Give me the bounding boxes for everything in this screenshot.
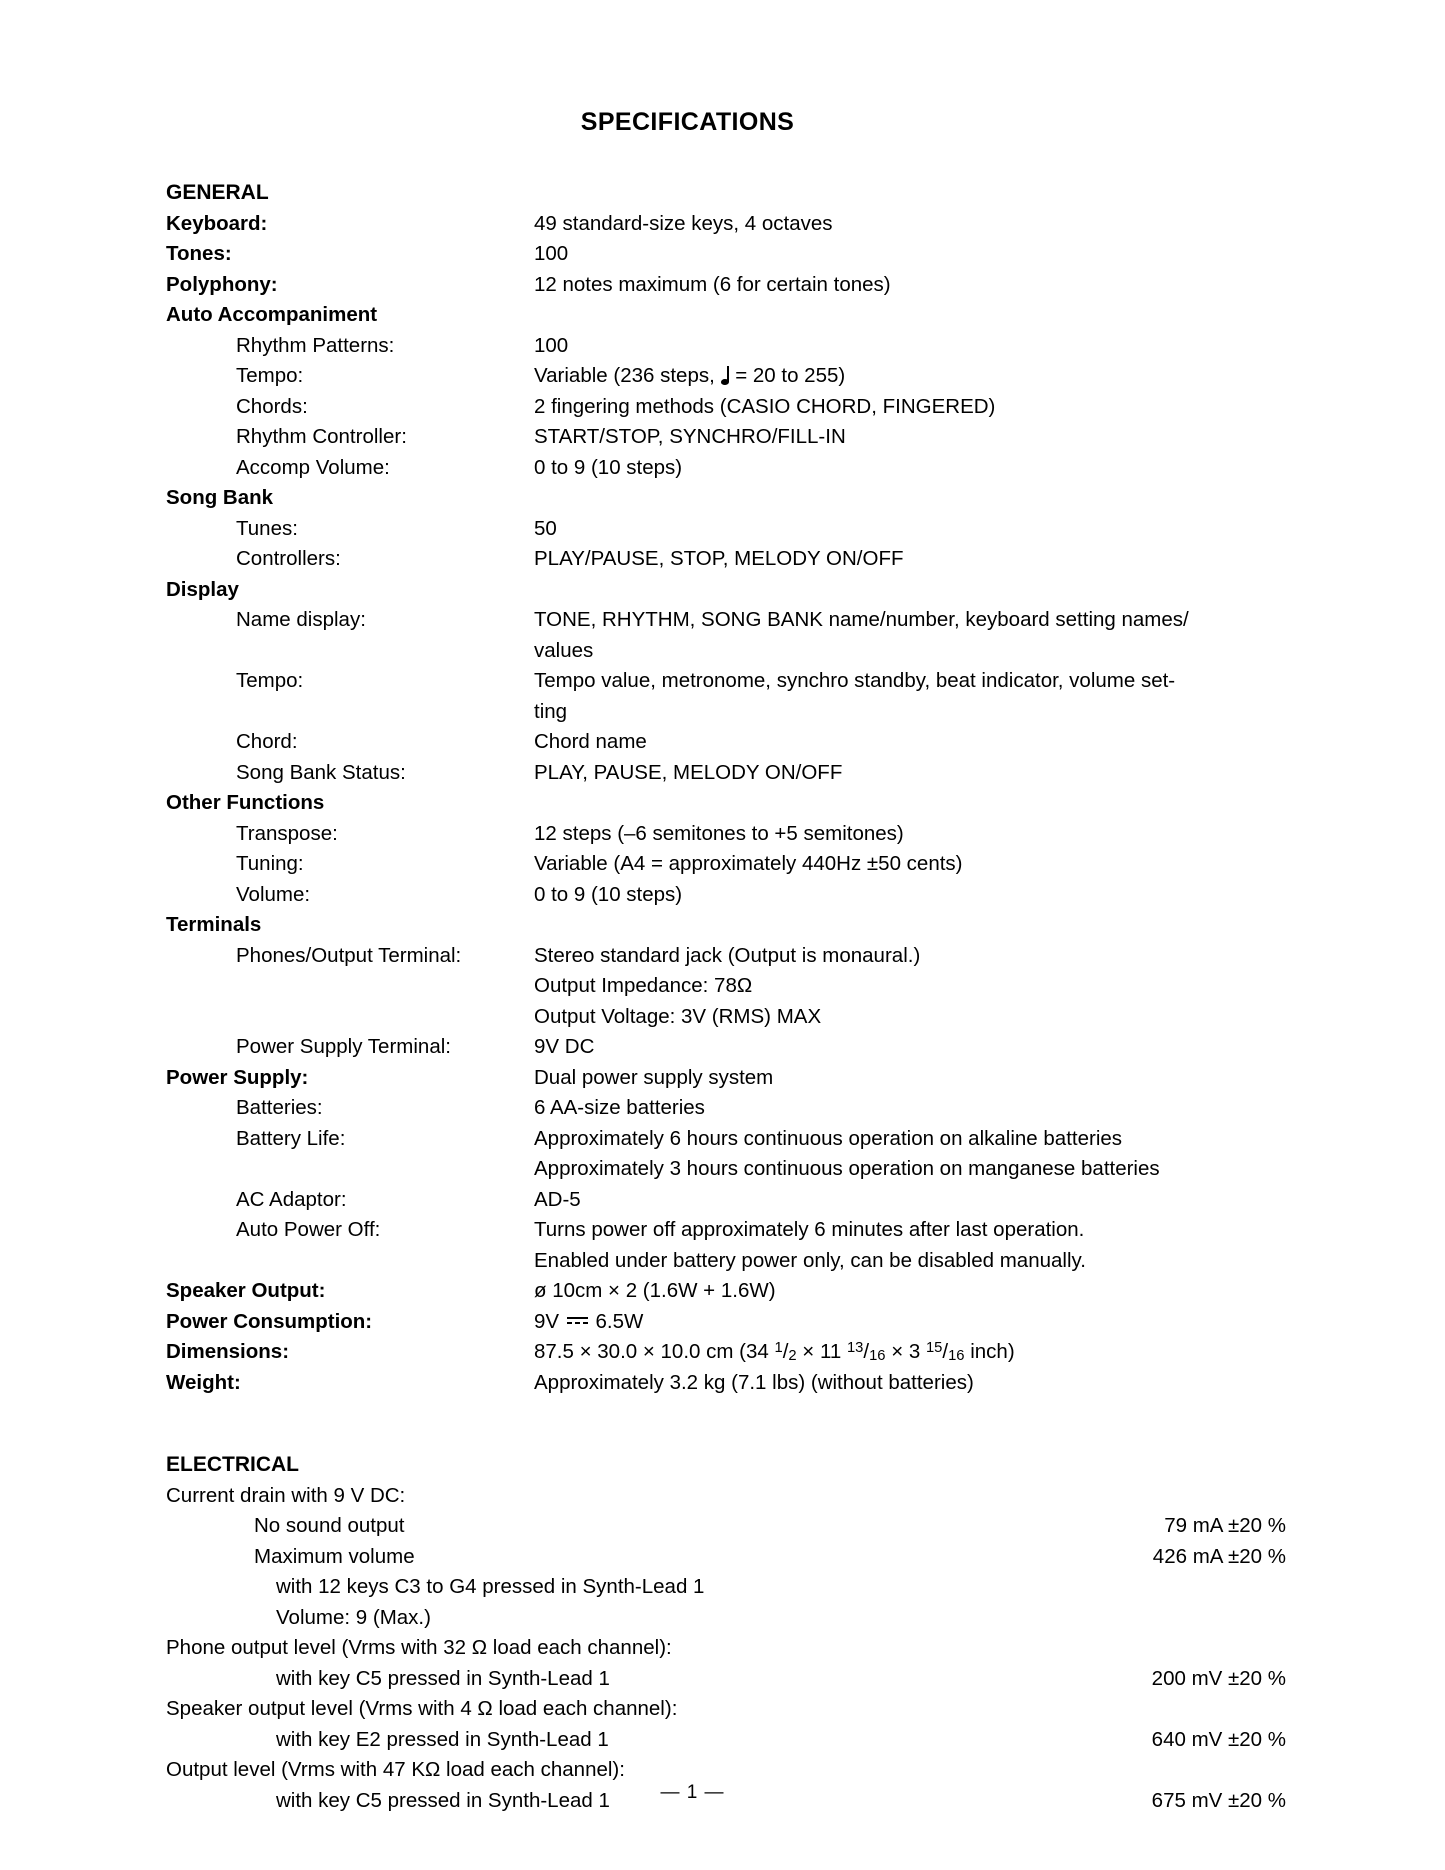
electrical-label-output-level: Output level (Vrms with 47 KΩ load each channel): — [166, 1758, 625, 1781]
spec-row-accomp-volume — [166, 453, 1286, 484]
group-heading-auto-accompaniment: Auto Accompaniment — [166, 303, 378, 326]
electrical-label-current-drain: Current drain with 9 V DC: — [166, 1483, 406, 1507]
spec-label-volume: Volume: — [236, 882, 311, 906]
electrical-value-output-key-c5: 675 mV ±20 % — [1151, 1788, 1286, 1812]
dimensions-frac1-numerator: 1 — [774, 1339, 783, 1356]
spec-row-phones-output-terminal — [166, 941, 1286, 972]
spec-label-keyboard: Keyboard: — [166, 211, 268, 235]
electrical-row-phone-output-level — [166, 1633, 1286, 1664]
electrical-value-speaker-key-e2: 640 mV ±20 % — [1151, 1727, 1286, 1751]
dimensions-frac3-slash: / — [942, 1340, 949, 1363]
dimensions-frac2-denominator: 16 — [869, 1347, 886, 1364]
spec-label-display-tempo: Tempo: — [236, 669, 304, 692]
spec-value-name-display: TONE, RHYTHM, SONG BANK name/number, keyboard setting names/ — [534, 608, 1189, 631]
spec-label-battery-life: Battery Life: — [236, 1126, 346, 1150]
spec-row-name-display — [166, 605, 1286, 636]
spec-row-tuning — [166, 849, 1286, 880]
spec-label-polyphony: Polyphony: — [166, 272, 278, 296]
electrical-value-no-sound-output: 79 mA ±20 % — [1164, 1514, 1286, 1537]
spec-value-tunes: 50 — [534, 516, 557, 540]
spec-row-tempo — [166, 361, 1286, 392]
spec-label-dimensions: Dimensions: — [166, 1340, 290, 1363]
spec-value-dimensions — [534, 1337, 1286, 1368]
spec-row-speaker-output — [166, 1276, 1286, 1307]
electrical-value-phone-key-c5: 200 mV ±20 % — [1151, 1666, 1286, 1690]
spec-value-speaker-output: ø 10cm × 2 (1.6W + 1.6W) — [534, 1279, 776, 1302]
spec-value-output-impedance: Output Impedance: 78Ω — [534, 974, 753, 997]
spec-row-polyphony — [166, 270, 1286, 301]
spec-label-tuning: Tuning: — [236, 852, 304, 875]
spec-label-chords: Chords: — [236, 394, 308, 418]
electrical-row-volume-max — [166, 1603, 1286, 1634]
dimensions-frac3-denominator: 16 — [948, 1347, 965, 1364]
electrical-row-output-level — [166, 1755, 1286, 1786]
electrical-label-output-key-c5: with key C5 pressed in Synth-Lead 1 — [276, 1788, 610, 1812]
spec-label-batteries: Batteries: — [236, 1096, 323, 1119]
spec-label-ac-adaptor: AC Adaptor: — [236, 1187, 347, 1211]
spec-value-accomp-volume: 0 to 9 (10 steps) — [534, 455, 683, 479]
dimensions-frac3-numerator: 15 — [925, 1339, 943, 1356]
tempo-prefix: Variable (236 steps, — [534, 364, 721, 387]
spec-value-tempo — [534, 361, 1286, 392]
spec-label-tones: Tones: — [166, 242, 232, 265]
spec-label-tunes: Tunes: — [236, 516, 298, 540]
spec-value-chords: 2 fingering methods (CASIO CHORD, FINGERED) — [534, 394, 996, 418]
spec-row-display-tempo — [166, 666, 1286, 697]
spec-row-weight — [166, 1368, 1286, 1399]
spec-value-polyphony: 12 notes maximum (6 for certain tones) — [534, 272, 891, 296]
spec-value-rhythm-controller: START/STOP, SYNCHRO/FILL-IN — [534, 425, 846, 448]
section-heading-electrical: ELECTRICAL — [166, 1453, 299, 1476]
dimensions-frac2-numerator: 13 — [846, 1339, 864, 1356]
section-heading-general: GENERAL — [166, 181, 269, 204]
quarter-note-icon — [721, 368, 730, 385]
dimensions-part4: inch) — [964, 1340, 1015, 1363]
spec-value-controllers: PLAY/PAUSE, STOP, MELODY ON/OFF — [534, 547, 904, 570]
dimensions-frac1-slash: / — [782, 1340, 789, 1363]
spec-row-chords — [166, 392, 1286, 423]
spec-label-name-display: Name display: — [236, 608, 366, 631]
dimensions-part2: × 11 — [796, 1340, 847, 1363]
spec-label-power-supply: Power Supply: — [166, 1065, 309, 1089]
spec-label-power-supply-terminal: Power Supply Terminal: — [236, 1035, 451, 1058]
group-heading-song-bank: Song Bank — [166, 486, 274, 509]
spec-value-keyboard: 49 standard-size keys, 4 octaves — [534, 211, 833, 235]
group-heading-display: Display — [166, 577, 239, 601]
electrical-row-keys-pressed — [166, 1572, 1286, 1603]
dimensions-part3: × 3 — [885, 1340, 926, 1363]
spec-value-battery-life: Approximately 6 hours continuous operation on alkaline batteries — [534, 1126, 1123, 1150]
spec-value-chord: Chord name — [534, 730, 647, 753]
spec-label-phones-output-terminal: Phones/Output Terminal: — [236, 943, 462, 967]
dc-symbol-icon — [567, 1315, 588, 1327]
spec-value-batteries: 6 AA-size batteries — [534, 1096, 705, 1119]
spec-label-accomp-volume: Accomp Volume: — [236, 455, 390, 479]
spec-label-transpose: Transpose: — [236, 821, 338, 845]
electrical-label-phone-output-level: Phone output level (Vrms with 32 Ω load each channel): — [166, 1636, 672, 1659]
spec-value-weight: Approximately 3.2 kg (7.1 lbs) (without batteries) — [534, 1370, 974, 1394]
spec-value-phones-output-terminal: Stereo standard jack (Output is monaural.) — [534, 943, 921, 967]
spec-value-auto-power-off-line2: Enabled under battery power only, can be disabled manually. — [534, 1248, 1086, 1272]
spec-value-tuning: Variable (A4 = approximately 440Hz ±50 cents) — [534, 852, 963, 875]
spec-row-rhythm-controller — [166, 422, 1286, 453]
spec-value-display-tempo-line2: ting — [534, 699, 568, 723]
specifications-content — [166, 178, 1286, 1816]
spec-label-controllers: Controllers: — [236, 547, 341, 570]
spec-label-tempo: Tempo: — [236, 364, 304, 387]
spec-row-auto-power-off — [166, 1215, 1286, 1246]
dimensions-part1: 87.5 × 30.0 × 10.0 cm (34 — [534, 1340, 775, 1363]
spec-row-batteries — [166, 1093, 1286, 1124]
spec-value-auto-power-off: Turns power off approximately 6 minutes after last operation. — [534, 1218, 1085, 1241]
electrical-row-speaker-output-level — [166, 1694, 1286, 1725]
spec-row-keyboard — [166, 209, 1286, 240]
spec-row-volume — [166, 880, 1286, 911]
spec-row-song-bank-status — [166, 758, 1286, 789]
spec-value-transpose: 12 steps (–6 semitones to +5 semitones) — [534, 821, 904, 845]
spec-label-speaker-output: Speaker Output: — [166, 1279, 326, 1302]
electrical-label-no-sound-output: No sound output — [254, 1514, 405, 1537]
spec-label-auto-power-off: Auto Power Off: — [236, 1218, 381, 1241]
spec-value-tones: 100 — [534, 242, 569, 265]
spec-value-name-display-line2: values — [534, 638, 594, 662]
dimensions-frac1-denominator: 2 — [788, 1347, 797, 1364]
spec-row-power-consumption — [166, 1307, 1286, 1338]
spec-value-display-tempo: Tempo value, metronome, synchro standby, beat indicator, volume set- — [534, 669, 1176, 692]
electrical-row-current-drain — [166, 1481, 1286, 1512]
spec-value-rhythm-patterns: 100 — [534, 333, 569, 357]
group-heading-terminals: Terminals — [166, 913, 262, 936]
spec-label-rhythm-controller: Rhythm Controller: — [236, 425, 407, 448]
electrical-row-phone-key-c5 — [166, 1664, 1286, 1695]
spec-row-chord — [166, 727, 1286, 758]
spec-label-power-consumption: Power Consumption: — [166, 1309, 373, 1333]
electrical-row-speaker-key-e2 — [166, 1725, 1286, 1756]
spec-label-weight: Weight: — [166, 1370, 241, 1394]
electrical-label-speaker-output-level: Speaker output level (Vrms with 4 Ω load each channel): — [166, 1697, 678, 1720]
spec-value-power-consumption — [534, 1307, 1286, 1338]
spec-value-ac-adaptor: AD-5 — [534, 1187, 581, 1211]
spec-row-power-supply-terminal — [166, 1032, 1286, 1063]
spec-label-chord: Chord: — [236, 730, 298, 753]
spec-value-power-supply-terminal: 9V DC — [534, 1035, 595, 1058]
spec-row-battery-life — [166, 1124, 1286, 1155]
electrical-label-keys-pressed: with 12 keys C3 to G4 pressed in Synth-Lead 1 — [276, 1575, 705, 1598]
electrical-row-no-sound-output — [166, 1511, 1286, 1542]
spec-row-rhythm-patterns — [166, 331, 1286, 362]
electrical-value-maximum-volume: 426 mA ±20 % — [1152, 1544, 1286, 1568]
group-heading-other-functions: Other Functions — [166, 791, 325, 814]
electrical-label-maximum-volume: Maximum volume — [254, 1544, 415, 1568]
section-spacer — [166, 1398, 1286, 1450]
spec-value-output-voltage: Output Voltage: 3V (RMS) MAX — [534, 1004, 822, 1028]
spec-row-dimensions — [166, 1337, 1286, 1368]
spec-label-song-bank-status: Song Bank Status: — [236, 760, 406, 784]
spec-row-controllers — [166, 544, 1286, 575]
spec-row-tunes — [166, 514, 1286, 545]
power-consumption-suffix: 6.5W — [589, 1309, 644, 1333]
electrical-label-volume-max: Volume: 9 (Max.) — [276, 1605, 431, 1629]
spec-value-power-supply: Dual power supply system — [534, 1065, 774, 1089]
spec-value-volume: 0 to 9 (10 steps) — [534, 882, 683, 906]
tempo-suffix: = 20 to 255) — [729, 364, 846, 387]
page-footer-text: — 1 — — [660, 1782, 725, 1803]
spec-label-rhythm-patterns: Rhythm Patterns: — [236, 333, 395, 357]
electrical-row-maximum-volume — [166, 1542, 1286, 1573]
page-footer — [0, 1782, 1445, 1804]
spec-row-power-supply — [166, 1063, 1286, 1094]
page-title: SPECIFICATIONS — [580, 108, 795, 136]
electrical-label-phone-key-c5: with key C5 pressed in Synth-Lead 1 — [276, 1666, 610, 1690]
spec-value-song-bank-status: PLAY, PAUSE, MELODY ON/OFF — [534, 760, 843, 784]
spec-value-battery-life-line2: Approximately 3 hours continuous operation on manganese batteries — [534, 1157, 1160, 1180]
spec-row-transpose — [166, 819, 1286, 850]
spec-row-tones — [166, 239, 1286, 270]
dimensions-frac2-slash: / — [863, 1340, 870, 1363]
spec-row-ac-adaptor — [166, 1185, 1286, 1216]
power-consumption-prefix: 9V — [534, 1309, 565, 1333]
electrical-label-speaker-key-e2: with key E2 pressed in Synth-Lead 1 — [276, 1727, 609, 1751]
